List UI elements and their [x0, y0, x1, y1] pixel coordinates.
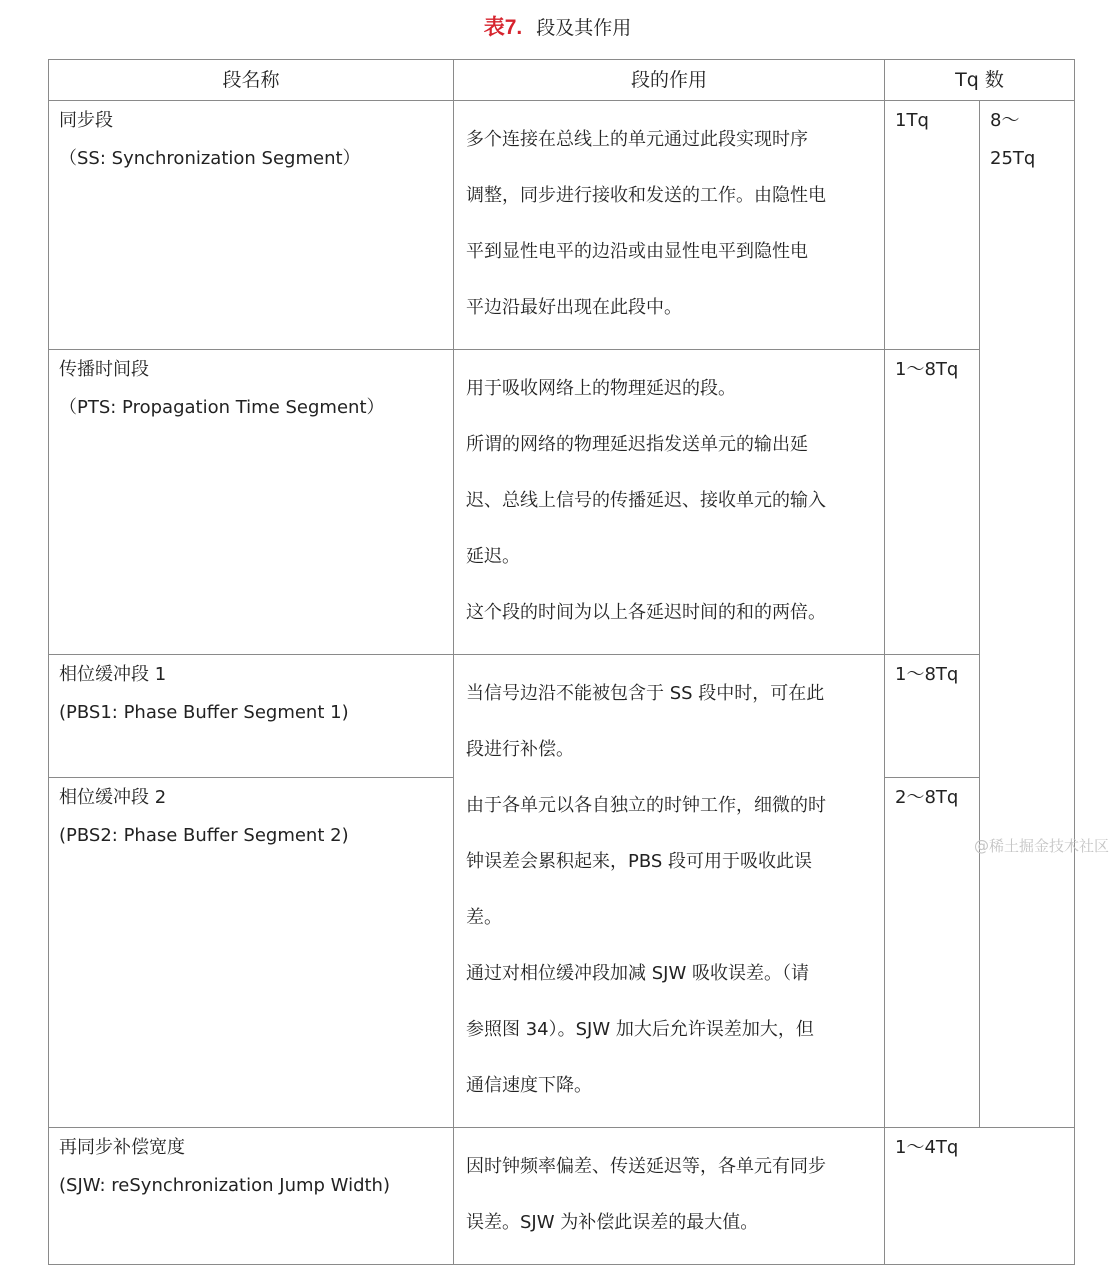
segment-name: 相位缓冲段 2: [59, 787, 167, 809]
desc-line: 多个连接在总线上的单元通过此段实现时序: [466, 129, 808, 150]
desc-cell: [454, 350, 885, 655]
desc-line: 差。: [466, 907, 502, 928]
tq-value: 2～8Tq: [895, 787, 959, 809]
segment-abbr: (PBS1: Phase Buffer Segment 1): [59, 702, 349, 723]
desc-line: 因时钟频率偏差、传送延迟等，各单元有同步: [466, 1156, 826, 1177]
desc-line: 这个段的时间为以上各延迟时间的和的两倍。: [466, 602, 826, 623]
tq-value: 1～8Tq: [895, 359, 959, 380]
segment-abbr: （PTS: Propagation Time Segment）: [59, 397, 385, 418]
tq-value: 1～4Tq: [895, 1137, 959, 1158]
desc-line: 当信号边沿不能被包含于 SS 段中时，可在此: [466, 683, 825, 704]
table-caption: [0, 14, 1115, 42]
tq-cell: [885, 778, 980, 1128]
table-number: 表7.: [483, 16, 523, 39]
segment-name: 再同步补偿宽度: [59, 1137, 185, 1158]
header-name: 段名称: [49, 60, 454, 101]
desc-line: 通过对相位缓冲段加减 SJW 吸收误差。（请: [466, 963, 809, 984]
desc-line: 通信速度下降。: [466, 1075, 592, 1096]
tq-cell: [885, 101, 980, 350]
desc-line: 参照图 34）。SJW 加大后允许误差加大，但: [466, 1019, 814, 1040]
table-row: [49, 1128, 1075, 1265]
segment-abbr: (PBS2: Phase Buffer Segment 2): [59, 825, 349, 847]
desc-line: 迟、总线上信号的传播延迟、接收单元的输入: [466, 490, 826, 511]
total-tq-line: 25Tq: [990, 148, 1036, 169]
desc-line: 延迟。: [466, 546, 520, 567]
tq-cell: [885, 655, 980, 778]
total-tq-line: 8～: [990, 110, 1020, 131]
segment-name: 相位缓冲段 1: [59, 664, 167, 685]
tq-cell: [885, 350, 980, 655]
total-tq-cell: [980, 101, 1075, 1128]
segment-abbr: (SJW: reSynchronization Jump Width): [59, 1175, 390, 1196]
name-cell: [49, 1128, 454, 1265]
name-cell: [49, 350, 454, 655]
desc-line: 用于吸收网络上的物理延迟的段。: [466, 378, 736, 399]
table-row: [49, 655, 1075, 778]
desc-line: 调整，同步进行接收和发送的工作。由隐性电: [466, 185, 826, 206]
desc-line: 段进行补偿。: [466, 739, 574, 760]
desc-cell: [454, 655, 885, 1128]
header-role: 段的作用: [454, 60, 885, 101]
header-row: [49, 60, 1075, 101]
segment-table: [48, 59, 1075, 1265]
desc-line: 所谓的网络的物理延迟指发送单元的输出延: [466, 434, 808, 455]
table-row: [49, 101, 1075, 350]
name-cell: [49, 778, 454, 1128]
header-tq: Tq 数: [885, 60, 1075, 101]
watermark: @稀土掘金技术社区: [973, 837, 1109, 855]
table-title: 段及其作用: [536, 17, 632, 39]
desc-line: 由于各单元以各自独立的时钟工作，细微的时: [466, 795, 826, 816]
desc-line: 平边沿最好出现在此段中。: [466, 297, 682, 318]
desc-cell: [454, 1128, 885, 1265]
tq-cell: [885, 1128, 1075, 1265]
segment-name: 同步段: [59, 110, 113, 131]
name-cell: [49, 655, 454, 778]
segment-name: 传播时间段: [59, 359, 149, 380]
desc-line: 误差。SJW 为补偿此误差的最大值。: [466, 1212, 759, 1233]
table-row: [49, 350, 1075, 655]
tq-value: 1Tq: [895, 110, 929, 131]
desc-cell: [454, 101, 885, 350]
desc-line: 钟误差会累积起来，PBS 段可用于吸收此误: [466, 851, 813, 872]
desc-line: 平到显性电平的边沿或由显性电平到隐性电: [466, 241, 808, 262]
name-cell: [49, 101, 454, 350]
tq-value: 1～8Tq: [895, 664, 959, 685]
segment-abbr: （SS: Synchronization Segment）: [59, 148, 361, 169]
